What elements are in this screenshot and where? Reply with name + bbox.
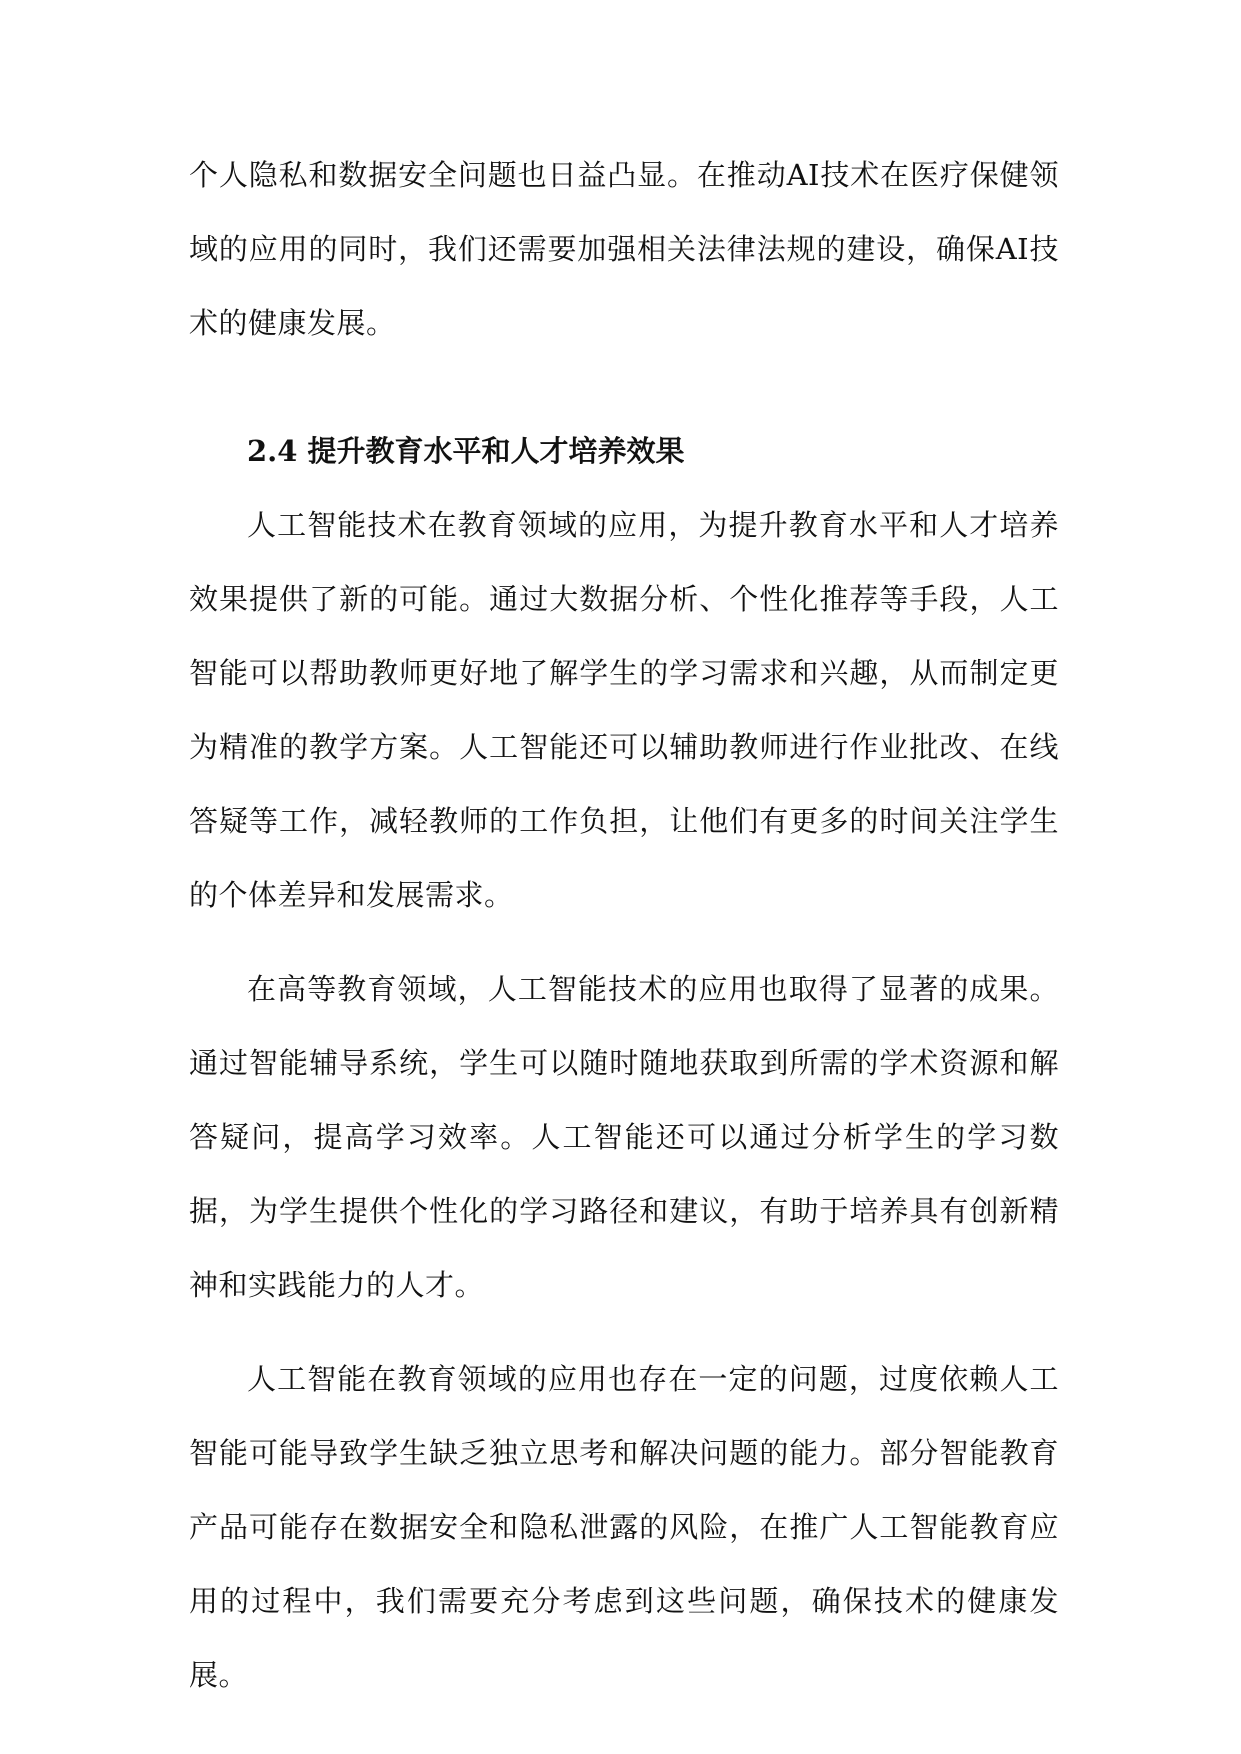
spacer xyxy=(189,1322,1059,1342)
spacer xyxy=(189,932,1059,952)
body-paragraph: 人工智能技术在教育领域的应用，为提升教育水平和人才培养效果提供了新的可能。通过大数据分析、个性化推荐等手段，人工智能可以帮助教师更好地了解学生的学习需求和兴趣，从而制定更为精准的教学方案。人工智能还可以辅助教师进行作业批改、在线答疑等工作，减轻教师的工作负担，让他们有更多的时间关注学生的个体差异和发展需求。 xyxy=(189,508,1059,912)
document-page xyxy=(189,138,1059,1712)
body-paragraph: 人工智能在教育领域的应用也存在一定的问题，过度依赖人工智能可能导致学生缺乏独立思考和解决问题的能力。部分智能教育产品可能存在数据安全和隐私泄露的风险，在推广人工智能教育应用的过程中，我们需要充分考虑到这些问题，确保技术的健康发展。 xyxy=(189,1362,1059,1692)
spacer xyxy=(189,360,1059,414)
section-heading: 2.4 提升教育水平和人才培养效果 xyxy=(247,434,685,468)
body-paragraph: 在高等教育领域，人工智能技术的应用也取得了显著的成果。通过智能辅导系统，学生可以随时随地获取到所需的学术资源和解答疑问，提高学习效率。人工智能还可以通过分析学生的学习数据，为学生提供个性化的学习路径和建议，有助于培养具有创新精神和实践能力的人才。 xyxy=(189,972,1059,1302)
intro-paragraph: 个人隐私和数据安全问题也日益凸显。在推动AI技术在医疗保健领域的应用的同时，我们还需要加强相关法律法规的建设，确保AI技术的健康发展。 xyxy=(189,158,1059,340)
